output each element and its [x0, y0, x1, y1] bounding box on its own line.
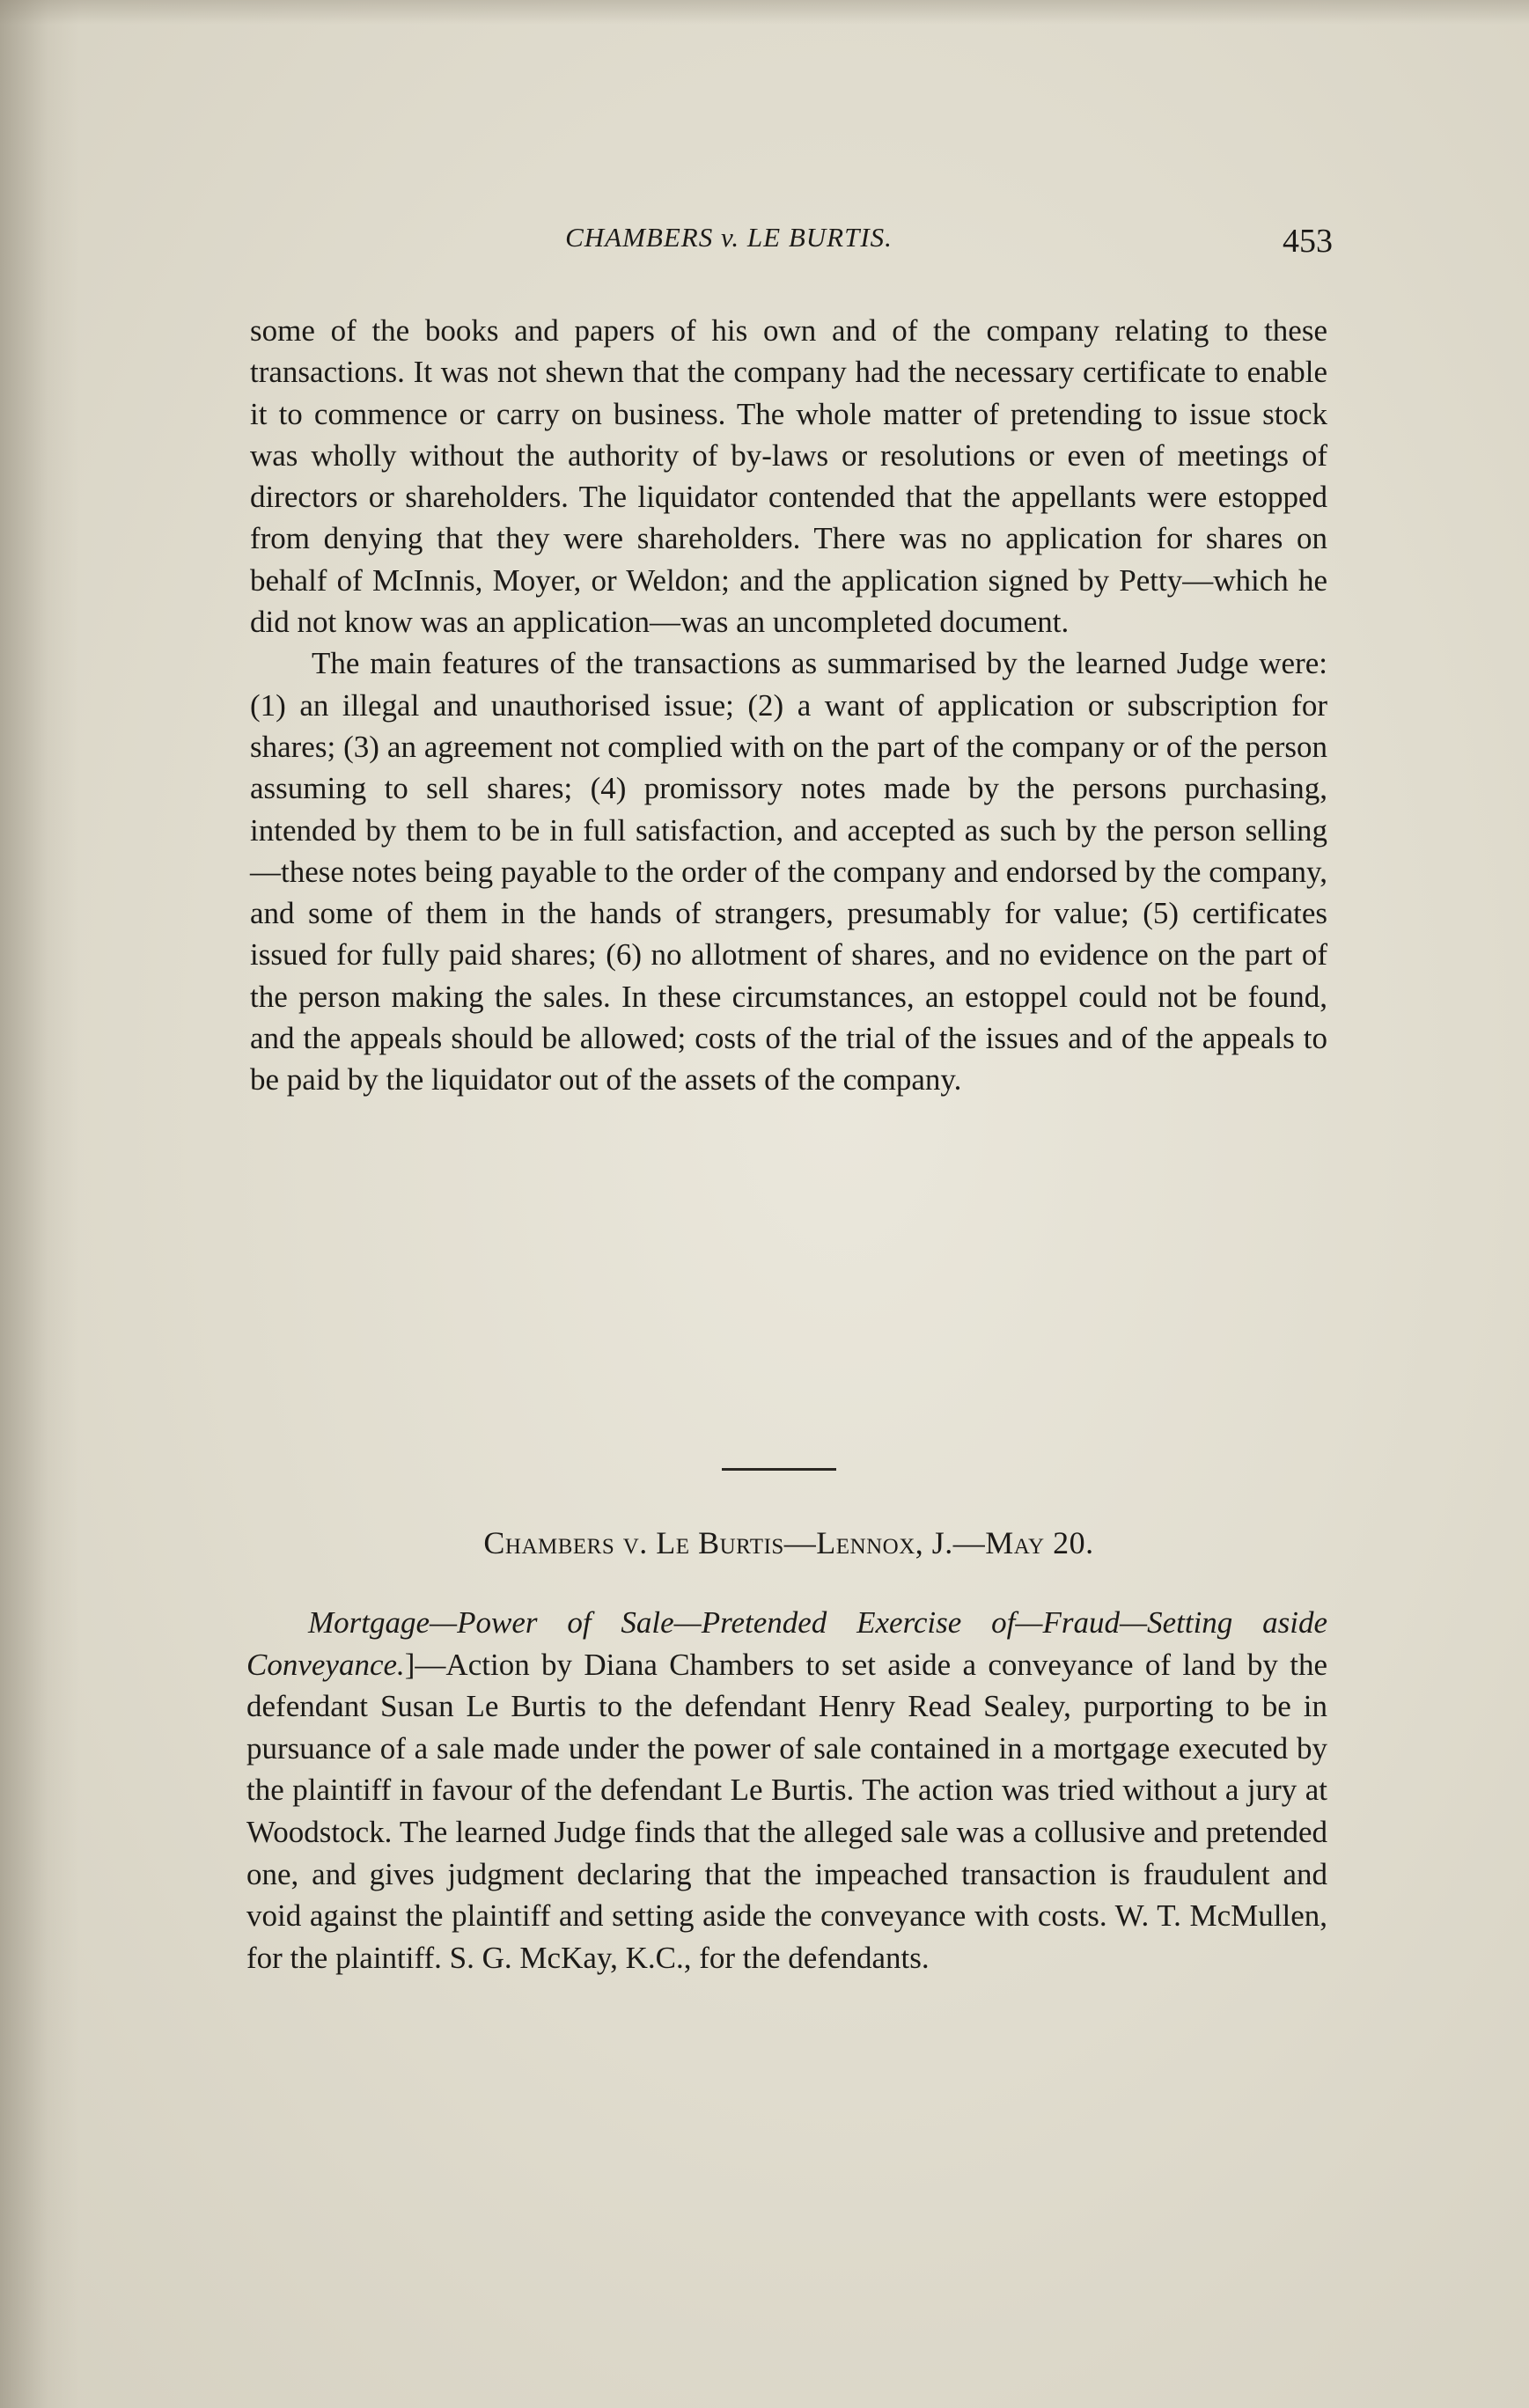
page-number: 453	[1283, 223, 1333, 260]
case-summary-paragraph	[246, 1602, 1327, 1979]
case-catchwords: Mortgage—Power of Sale—Pretended Exercise of—Fraud—Setting aside Conveyance.	[246, 1605, 1327, 1682]
section-divider-rule	[722, 1468, 836, 1471]
page-top-edge	[0, 0, 1529, 25]
binding-gutter-shadow	[0, 0, 79, 2408]
case-summary	[246, 1602, 1327, 1979]
running-head-title: CHAMBERS v. LE BURTIS.	[565, 222, 893, 253]
paragraph-continuation: some of the books and papers of his own and of the company relating to these transactions. It was not shewn that the company had the necessary certificate to enable it to commence or carry on business. The whole matter of pretending to issue stock was wholly without the authority of by-laws or resolutions or even of meetings of directors or shareholders. The liquidator contended that the appellants were estopped from denying that they were shareholders. There was no application for shares on behalf of McInnis, Moyer, or Weldon; and the application signed by Petty—which he did not know was an application—was an uncompleted document.	[250, 313, 1327, 640]
running-head	[245, 222, 1333, 275]
paragraph-main-features: The main features of the transactions as summarised by the learned Judge were: (1) an illegal and unauthorised issue; (2) a want of application or subscription for shares; (3) an agreement not complied with on the part of the company or of the person assuming to sell shares; (4) promissory notes made by the persons purchasing, intended by them to be in full satisfaction, and accepted as such by the person selling—these notes being payable to the order of the company and endorsed by the company, and some of them in the hands of strangers, presumably for value; (5) certificates issued for fully paid shares; (6) no allotment of shares, and no evidence on the part of the person making the sales. In these circumstances, an estoppel could not be found, and the appeals should be allowed; costs of the trial of the issues and of the appeals to be paid by the liquidator out of the assets of the company.	[250, 646, 1327, 1098]
case-summary-body: ]—Action by Diana Chambers to set aside a conveyance of land by the defendant Susan Le Burtis to the defendant Henry Read Sealey, purporting to be in pursuance of a sale made under the power of sale contained in a mortgage executed by the plaintiff in favour of the defendant Le Burtis. The action was tried without a jury at Woodstock. The learned Judge finds that the alleged sale was a collusive and pretended one, and gives judgment declaring that the impeached transaction is fraudulent and void against the plaintiff and setting aside the conveyance with costs. W. T. McMullen, for the plaintiff. S. G. McKay, K.C., for the defendants.	[246, 1647, 1327, 1975]
body-text	[250, 310, 1327, 1101]
case-heading: Chambers v. Le Burtis—Lennox, J.—May 20.	[483, 1525, 1094, 1560]
